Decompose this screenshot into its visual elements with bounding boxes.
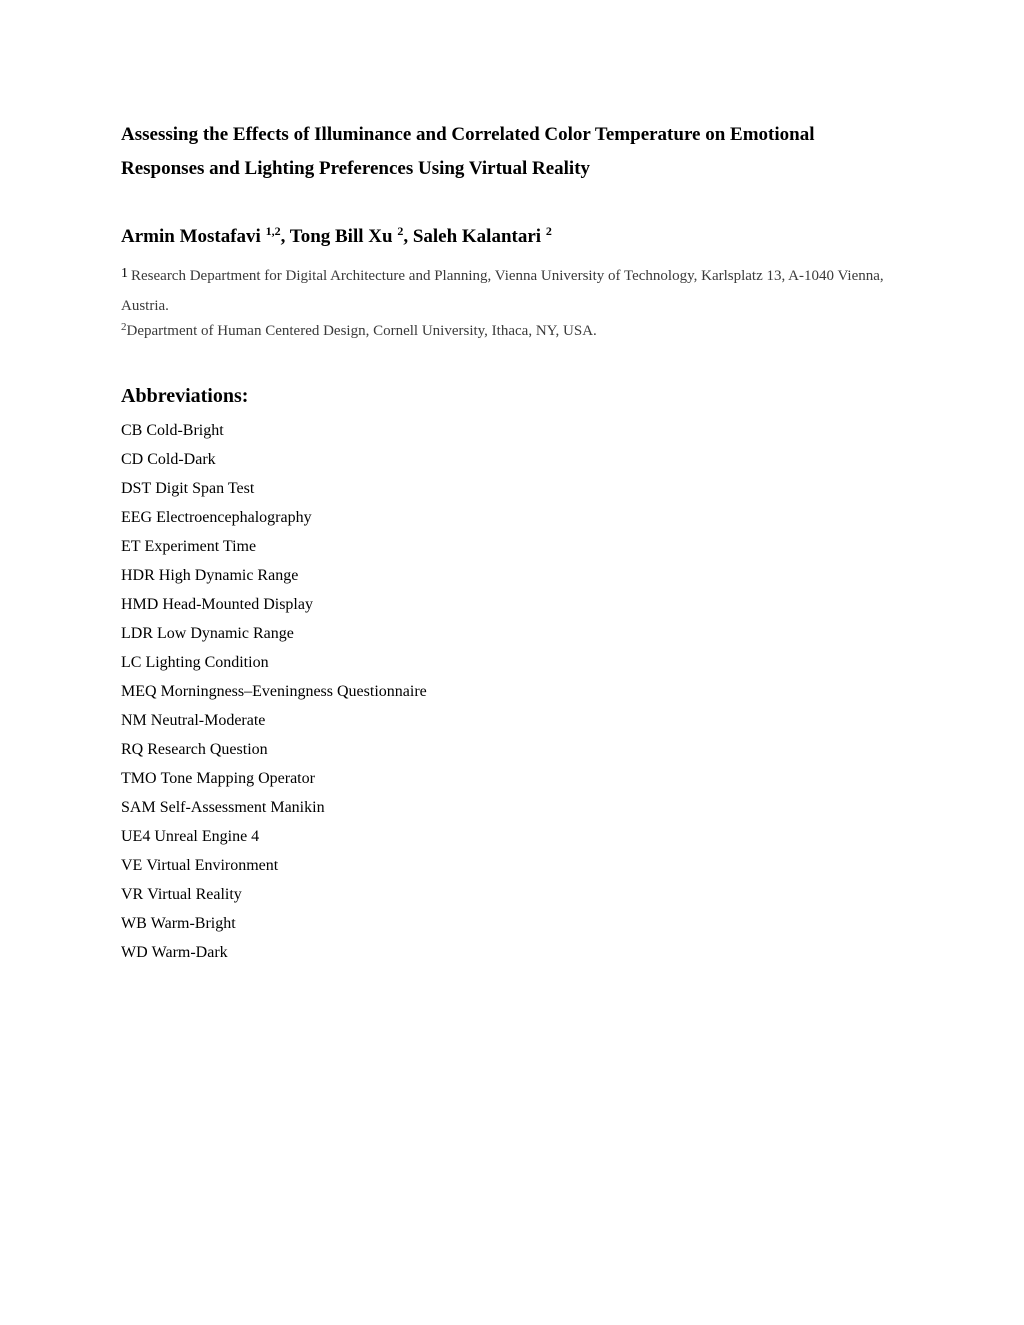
abbreviation-item xyxy=(121,793,427,822)
abbreviation-code: WB xyxy=(121,915,147,932)
author-affiliation-marker: 2 xyxy=(545,224,552,238)
abbreviation-code: NM xyxy=(121,712,147,729)
abbreviation-code: CB xyxy=(121,422,143,439)
author-affiliation-marker: 1,2 xyxy=(265,224,281,238)
abbreviation-item xyxy=(121,938,427,967)
abbreviation-item xyxy=(121,590,427,619)
abbreviation-expansion: Warm-Dark xyxy=(151,944,228,961)
abbreviation-item xyxy=(121,764,427,793)
abbreviation-item xyxy=(121,445,427,474)
abbreviation-expansion: Virtual Reality xyxy=(147,886,242,903)
author-name: Saleh Kalantari xyxy=(412,226,542,247)
affiliation-1 xyxy=(121,259,901,321)
abbreviation-expansion: Warm-Bright xyxy=(150,915,236,932)
abbreviation-item xyxy=(121,503,427,532)
abbreviation-expansion: Lighting Condition xyxy=(145,654,269,671)
abbreviation-item xyxy=(121,909,427,938)
abbreviation-item xyxy=(121,474,427,503)
abbreviation-expansion: Low Dynamic Range xyxy=(157,625,294,642)
affiliation-text: Research Department for Digital Architecture and Planning, Vienna University of Technology, Karlsplatz 13, A-1040 Vienna, Austria. xyxy=(121,268,884,314)
author-separator: , xyxy=(280,226,290,247)
affiliation-number: 2 xyxy=(121,321,127,333)
author-list xyxy=(121,224,552,250)
abbreviation-expansion: Digit Span Test xyxy=(155,480,255,497)
author-name: Tong Bill Xu xyxy=(289,226,393,247)
abbreviation-code: ET xyxy=(121,538,141,555)
abbreviations-list xyxy=(121,416,427,967)
abbreviation-expansion: Morningness–Eveningness Questionnaire xyxy=(160,683,427,700)
abbreviation-expansion: Head-Mounted Display xyxy=(162,596,313,613)
title-line-2: Responses and Lighting Preferences Using Virtual Reality xyxy=(121,158,591,179)
affiliation-number: 1 xyxy=(121,266,128,281)
abbreviation-code: DST xyxy=(121,480,152,497)
affiliation-text: Department of Human Centered Design, Cornell University, Ithaca, NY, USA. xyxy=(126,323,597,339)
abbreviation-code: TMO xyxy=(121,770,157,787)
abbreviation-item xyxy=(121,851,427,880)
abbreviation-item xyxy=(121,561,427,590)
paper-title xyxy=(121,118,901,186)
abbreviation-expansion: Unreal Engine 4 xyxy=(154,828,260,845)
abbreviation-code: MEQ xyxy=(121,683,157,700)
abbreviation-code: LDR xyxy=(121,625,153,642)
abbreviation-code: CD xyxy=(121,451,144,468)
abbreviation-item xyxy=(121,706,427,735)
abbreviation-expansion: High Dynamic Range xyxy=(158,567,299,584)
affiliation-2 xyxy=(121,320,901,342)
abbreviation-expansion: Research Question xyxy=(147,741,268,758)
abbreviation-expansion: Electroencephalography xyxy=(156,509,312,526)
abbreviation-code: RQ xyxy=(121,741,144,758)
abbreviation-item xyxy=(121,416,427,445)
abbreviation-item xyxy=(121,532,427,561)
author-affiliation-marker: 2 xyxy=(397,224,404,238)
abbreviation-item xyxy=(121,648,427,677)
abbreviation-code: SAM xyxy=(121,799,156,816)
abbreviation-expansion: Neutral-Moderate xyxy=(150,712,266,729)
abbreviation-code: EEG xyxy=(121,509,153,526)
abbreviation-expansion: Cold-Dark xyxy=(147,451,216,468)
abbreviation-expansion: Virtual Environment xyxy=(146,857,279,874)
abbreviation-item xyxy=(121,880,427,909)
abbreviation-code: VR xyxy=(121,886,144,903)
abbreviation-code: HMD xyxy=(121,596,159,613)
abbreviation-code: LC xyxy=(121,654,142,671)
author-separator: , xyxy=(403,226,413,247)
abbreviation-code: UE4 xyxy=(121,828,151,845)
abbreviation-item xyxy=(121,822,427,851)
abbreviation-expansion: Experiment Time xyxy=(144,538,257,555)
abbreviation-item xyxy=(121,619,427,648)
abbreviation-item xyxy=(121,735,427,764)
abbreviation-code: VE xyxy=(121,857,143,874)
abbreviations-heading: Abbreviations: xyxy=(121,385,249,407)
abbreviation-expansion: Cold-Bright xyxy=(146,422,224,439)
abbreviation-expansion: Self-Assessment Manikin xyxy=(159,799,325,816)
abbreviation-item xyxy=(121,677,427,706)
title-line-1: Assessing the Effects of Illuminance and Correlated Color Temperature on Emotional xyxy=(121,124,815,145)
abbreviation-code: HDR xyxy=(121,567,155,584)
author-name: Armin Mostafavi xyxy=(121,226,261,247)
abbreviation-code: WD xyxy=(121,944,148,961)
abbreviation-expansion: Tone Mapping Operator xyxy=(160,770,315,787)
